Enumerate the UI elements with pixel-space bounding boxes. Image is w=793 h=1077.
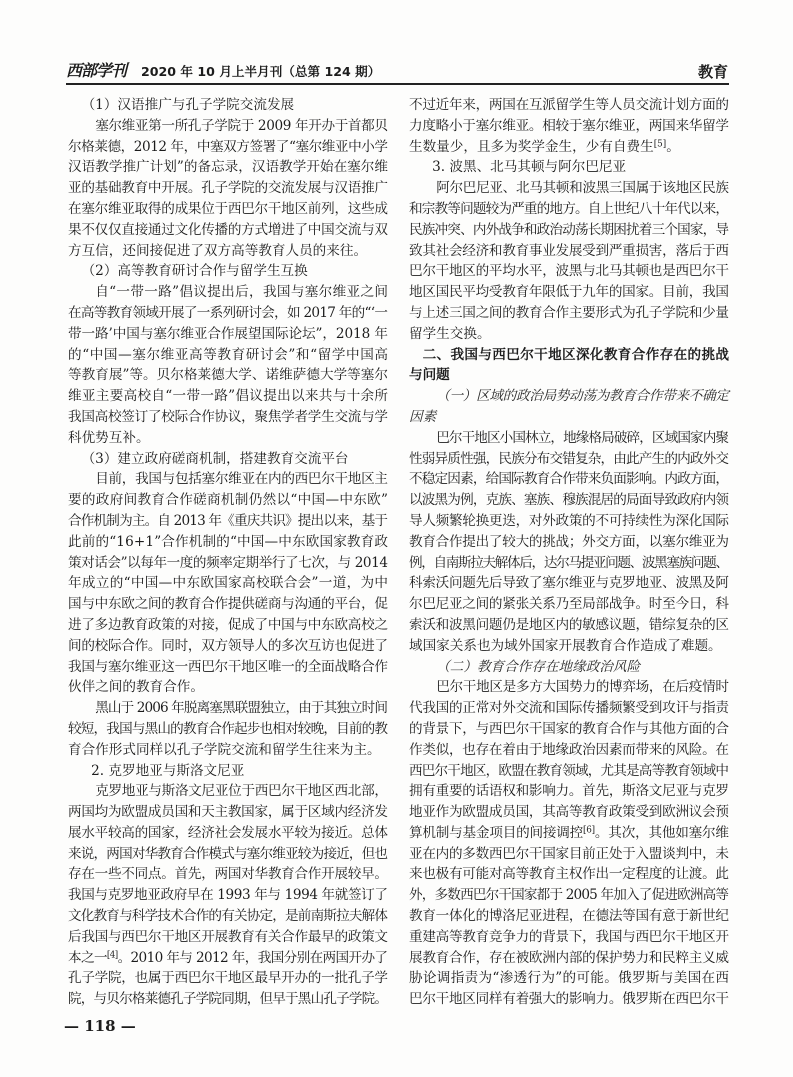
- subsection-heading: [409, 657, 729, 678]
- text-line: [68, 719, 388, 740]
- line-text: 较短，我国与黑山的教育合作起步也相对较晚，目前的教: [68, 720, 388, 737]
- line-text: 巴尔干地区的平均水平，波黑与北马其顿也是西巴尔干: [409, 263, 729, 280]
- text-line: [68, 178, 388, 199]
- text-line: [68, 220, 388, 241]
- text-line: [68, 490, 388, 511]
- text-line: [409, 844, 729, 865]
- line-text: 进了多边教育政策的对接，促成了中国与中东欧高校之: [68, 616, 388, 633]
- line-text: （2）高等教育研讨合作与留学生互换: [81, 263, 308, 280]
- line-text: 和宗教等问题较为严重的地方。自上世纪八十年代以来，: [409, 200, 729, 217]
- line-text: 来说，两国对华教育合作模式与塞尔维亚较为接近，但也: [68, 845, 388, 862]
- line-text: （一）区域的政治局势动荡为教育合作带来不确定: [436, 388, 729, 405]
- page-number: — 118 —: [64, 1017, 136, 1035]
- text-line: [68, 615, 388, 636]
- text-line: [409, 989, 729, 1010]
- line-text: 的背景下，与西巴尔干国家的教育合作与其他方面的合: [409, 720, 729, 737]
- text-line: [409, 719, 729, 740]
- body-paragraph: [409, 677, 729, 1010]
- text-line: [409, 407, 729, 428]
- line-text: 不过近年来，两国在互派留学生等人员交流计划方面的: [409, 97, 729, 113]
- line-text: 代我国的正常对外交流和国际传播频繁受到攻讦与指责: [409, 700, 729, 717]
- text-line: [68, 241, 388, 262]
- line-text: 巴尔干地区小国林立，地缘格局破碎，区域国家内聚: [436, 429, 729, 446]
- body-paragraph: [68, 781, 388, 1010]
- text-line: [68, 802, 388, 823]
- line-text: 策对话会”以每年一度的频率定期举行了七次，与 2014: [68, 554, 388, 571]
- line-text: 展水平较高的国家，经济社会发展水平较为接近。总体: [68, 824, 388, 841]
- text-line: [68, 864, 388, 885]
- line-text: 巴尔干地区是多方大国势力的博弈场，在后疫情时: [436, 679, 729, 696]
- line-text: 间的校际合作。同时，双方领导人的多次互访也促进了: [68, 637, 388, 654]
- line-text: 民族冲突、内外战争和政治动荡长期困扰着三个国家，导: [409, 221, 729, 238]
- line-text: 克罗地亚与斯洛文尼亚位于西巴尔干地区西北部，: [95, 783, 388, 800]
- body-paragraph: [68, 469, 388, 698]
- line-text: 性弱异质性强，民族分布交错复杂，由此产生的内政外交: [409, 450, 729, 467]
- text-line: [68, 677, 388, 698]
- line-text: 我国与克罗地亚政府早在 1993 年与 1994 年就签订了: [68, 887, 388, 904]
- text-line: [409, 677, 729, 698]
- line-text: 力度略小于塞尔维亚。相较于塞尔维亚，两国来华留学: [409, 117, 729, 134]
- line-text: （1）汉语推广与孔子学院交流发展: [81, 97, 295, 113]
- text-line: [409, 636, 729, 657]
- text-line: [68, 740, 388, 761]
- text-line: [68, 386, 388, 407]
- text-line: [409, 615, 729, 636]
- text-line: [409, 324, 729, 345]
- text-line: [409, 511, 729, 532]
- text-line: [409, 261, 729, 282]
- text-line: [68, 781, 388, 802]
- line-text: 拥有重要的话语权和影响力。首先，斯洛文尼亚与克罗: [409, 783, 729, 800]
- text-line: [409, 864, 729, 885]
- line-text: 索沃和波黑问题仍是地区内的敏感议题，错综复杂的区: [409, 616, 729, 633]
- line-text: 3. 波黑、北马其顿与阿尔巴尼亚: [432, 159, 627, 176]
- line-text: 科索沃问题先后导致了塞尔维亚与克罗地亚、波黑及阿: [409, 575, 729, 592]
- text-line: [409, 469, 729, 490]
- text-line: [409, 781, 729, 802]
- text-line: [409, 802, 729, 823]
- subheading: [68, 95, 388, 116]
- line-text: 此前的“16+1”合作机制的“中国—中东欧国家教育政: [68, 533, 389, 550]
- text-line: [68, 948, 388, 969]
- line-text: 2. 克罗地亚与斯洛文尼亚: [91, 762, 245, 779]
- line-text: 地区国民平均受教育年限低于九年的国家。目前，我国: [409, 284, 729, 301]
- text-line: [409, 241, 729, 262]
- text-line: [409, 657, 729, 678]
- text-line: [68, 261, 388, 282]
- line-text: 算机制与基金项目的间接调控[6]。其次，其他如塞尔维: [409, 824, 729, 841]
- line-text: 例，自南斯拉夫解体后，达尔马提亚问题、波黑塞族问题、: [409, 554, 728, 571]
- text-line: [68, 553, 388, 574]
- text-line: [409, 761, 729, 782]
- line-text: 在塞尔维亚取得的成果位于西巴尔干地区前列，这些成: [68, 200, 388, 217]
- text-line: [409, 594, 729, 615]
- line-text: 以波黑为例，克族、塞族、穆族混居的局面导致政府内领: [409, 492, 729, 509]
- line-text: 国与中东欧之间的教育合作提供磋商与沟通的平台，促: [68, 596, 388, 613]
- line-text: 年成立的“中国—中东欧国家高校联合会”一道，为中: [68, 575, 389, 592]
- line-text: 西巴尔干地区，欧盟在教育领域，尤其是高等教育领域中: [409, 762, 729, 779]
- line-text: 作类似，也存在着由于地缘政治因素而带来的风险。在: [409, 741, 729, 758]
- text-line: [409, 698, 729, 719]
- text-line: [68, 989, 388, 1010]
- header-rule: [66, 83, 729, 85]
- line-text: 院，与贝尔格莱德孔子学院同期，但早于黑山孔子学院。: [68, 991, 388, 1008]
- line-text: 育合作形式同样以孔子学院交流和留学生往来为主。: [68, 741, 381, 758]
- line-text: 致其社会经济和教育事业发展受到严重损害，落后于西: [409, 242, 729, 259]
- text-line: [409, 428, 729, 449]
- line-text: 存在一些不同点。首先，两国对华教育合作开展较早。: [68, 866, 388, 883]
- line-text: 尔巴尼亚之间的紧张关系乃至局部战争。时至今日，科: [409, 596, 729, 613]
- line-text: 教育一体化的博洛尼亚进程，在德法等国有意于新世纪: [409, 908, 729, 925]
- line-text: （3）建立政府磋商机制，搭建教育交流平台: [81, 450, 349, 467]
- line-text: 外，多数西巴尔干国家都于 2005 年加入了促进欧洲高等: [409, 887, 729, 904]
- subheading: [68, 449, 388, 470]
- text-line: [68, 573, 388, 594]
- line-text: 生数量少，且多为奖学金生，少有自费生[5]。: [409, 138, 680, 155]
- line-text: 我国高校签订了校际合作协议，聚焦学者学生交流与学: [68, 408, 388, 425]
- line-text: 域国家关系也为域外国家开展教育合作造成了难题。: [409, 637, 722, 654]
- text-line: [68, 199, 388, 220]
- left-column: [68, 95, 388, 1010]
- line-text: 要的政府间教育合作磋商机制仍然以“中国—中东欧”: [68, 492, 389, 509]
- line-text: 胁论调指责为“渗透行为”的可能。俄罗斯与美国在西: [409, 970, 730, 987]
- text-line: [409, 386, 729, 407]
- text-line: [68, 407, 388, 428]
- text-line: [68, 449, 388, 470]
- text-line: [409, 116, 729, 137]
- line-text: 本之一[4]。2010 年与 2012 年，我国分别在两国开办了: [68, 949, 388, 966]
- line-text: 的“中国—塞尔维亚高等教育研讨会”和“留学中国高: [68, 346, 389, 363]
- line-text: 方互信，还间接促进了双方高等教育人员的来往。: [68, 242, 368, 259]
- subheading: [68, 261, 388, 282]
- text-line: [409, 282, 729, 303]
- text-line: [409, 553, 729, 574]
- line-text: 导人频繁轮换更迭，对外政策的不可持续性为深化国际: [409, 512, 729, 529]
- line-text: 维亚主要高校自“一带一路”倡议提出以来共与十余所: [68, 388, 389, 405]
- line-text: 地亚作为欧盟成员国，其高等教育政策受到欧洲议会预: [409, 804, 729, 821]
- text-line: [409, 303, 729, 324]
- line-text: 目前，我国与包括塞尔维亚在内的西巴尔干地区主: [95, 471, 388, 488]
- line-text: 黑山于 2006 年脱离塞黑联盟独立，由于其独立时间: [95, 700, 388, 717]
- text-line: [409, 823, 729, 844]
- text-line: [68, 761, 388, 782]
- line-text: 两国均为欧盟成员国和天主教国家，属于区域内经济发: [68, 804, 388, 821]
- text-line: [68, 157, 388, 178]
- body-paragraph: [68, 116, 388, 262]
- line-text: 教育合作提出了较大的挑战；外交方面，以塞尔维亚为: [409, 533, 729, 550]
- text-line: [68, 303, 388, 324]
- text-line: [409, 906, 729, 927]
- text-line: [409, 490, 729, 511]
- line-text: 果不仅仅直接通过文化传播的方式增进了中国交流与双: [68, 221, 388, 238]
- right-column: [409, 95, 729, 1010]
- text-line: [409, 573, 729, 594]
- line-text: 亚的基础教育中开展。孔子学院的交流发展与汉语推广: [68, 180, 388, 197]
- text-line: [409, 178, 729, 199]
- text-line: [409, 740, 729, 761]
- journal-logo: 西部学刊: [66, 61, 127, 80]
- text-line: [409, 157, 729, 178]
- line-text: 伙伴之间的教育合作。: [68, 679, 204, 696]
- text-line: [68, 532, 388, 553]
- line-text: 我国与塞尔维亚这一西巴尔干地区唯一的全面战略合作: [68, 658, 388, 675]
- text-line: [409, 345, 729, 366]
- text-line: [68, 698, 388, 719]
- section-label: 教育: [697, 63, 728, 81]
- text-line: [68, 95, 388, 116]
- text-line: [68, 823, 388, 844]
- text-line: [409, 885, 729, 906]
- line-text: 带一路’中国与塞尔维亚合作展望国际论坛”，2018 年: [68, 325, 388, 342]
- numbered-heading: [409, 157, 729, 178]
- body-paragraph: [409, 178, 729, 344]
- issue-info: 2020 年 10 月上半月刊（总第 124 期）: [141, 64, 381, 79]
- text-line: [68, 365, 388, 386]
- line-text: 来也极有可能对高等教育主权作出一定程度的让渡。此: [409, 866, 729, 883]
- text-line: [68, 137, 388, 158]
- line-text: 重建高等教育竞争力的背景下，我国与西巴尔干地区开: [409, 928, 729, 945]
- line-text: 阿尔巴尼亚、北马其顿和波黑三国属于该地区民族: [436, 180, 729, 197]
- text-line: [68, 469, 388, 490]
- text-line: [409, 95, 729, 116]
- text-line: [68, 927, 388, 948]
- text-line: [68, 511, 388, 532]
- text-line: [68, 885, 388, 906]
- subsection-heading: [409, 386, 729, 428]
- line-text: 合作机制为主。自 2013 年《重庆共识》提出以来，基于: [68, 512, 388, 529]
- text-line: [409, 220, 729, 241]
- text-line: [68, 844, 388, 865]
- numbered-heading: [68, 761, 388, 782]
- text-line: [409, 948, 729, 969]
- text-line: [68, 116, 388, 137]
- line-text: 展教育合作，存在被欧洲内部的保护势力和民粹主义威: [409, 949, 729, 966]
- text-line: [409, 199, 729, 220]
- line-text: 因素: [409, 408, 437, 425]
- line-text: 文化教育与科学技术合作的有关协定，是前南斯拉夫解体: [68, 908, 388, 925]
- text-line: [409, 137, 729, 158]
- line-text: 科优势互补。: [68, 429, 150, 446]
- text-line: [68, 594, 388, 615]
- body-paragraph: [68, 282, 388, 448]
- text-line: [409, 968, 729, 989]
- line-text: （二）教育合作存在地缘政治风险: [436, 658, 641, 675]
- section-heading: [409, 345, 729, 387]
- line-text: 与问题: [409, 367, 450, 384]
- text-line: [68, 906, 388, 927]
- line-text: 在高等教育领域开展了一系列研讨会，如 2017 年的“‘一: [68, 304, 388, 321]
- line-text: 等教育展”等。贝尔格莱德大学、诺维萨德大学等塞尔: [68, 367, 389, 384]
- text-line: [68, 428, 388, 449]
- text-line: [68, 657, 388, 678]
- line-text: 与上述三国之间的教育合作主要形式为孔子学院和少量: [409, 304, 729, 321]
- body-paragraph: [68, 698, 388, 760]
- body-paragraph: [409, 428, 729, 657]
- text-line: [68, 324, 388, 345]
- text-line: [409, 927, 729, 948]
- text-line: [68, 636, 388, 657]
- text-line: [409, 449, 729, 470]
- text-line: [68, 968, 388, 989]
- line-text: 后我国与西巴尔干地区开展教育有关合作最早的政策文: [68, 928, 388, 945]
- line-text: 汉语教学推广计划”的备忘录，汉语教学开始在塞尔维: [68, 159, 389, 176]
- text-line: [68, 282, 388, 303]
- line-text: 自“一带一路”倡议提出后，我国与塞尔维亚之间: [95, 284, 389, 301]
- line-text: 留学生交换。: [409, 325, 491, 342]
- line-text: 不稳定因素，给国际教育合作带来负面影响。内政方面，: [409, 471, 729, 488]
- text-line: [409, 365, 729, 386]
- text-line: [409, 532, 729, 553]
- body-paragraph: [409, 95, 729, 157]
- line-text: 二、我国与西巴尔干地区深化教育合作存在的挑战: [422, 346, 730, 363]
- line-text: 亚在内的多数西巴尔干国家目前正处于入盟谈判中，未: [409, 845, 729, 862]
- line-text: 塞尔维亚第一所孔子学院于 2009 年开办于首都贝: [95, 117, 388, 134]
- text-line: [68, 345, 388, 366]
- line-text: 孔子学院，也属于西巴尔干地区最早开办的一批孔子学: [68, 970, 388, 987]
- line-text: 巴尔干地区同样有着强大的影响力。俄罗斯在西巴尔干: [409, 991, 729, 1008]
- line-text: 尔格莱德，2012 年，中塞双方签署了“塞尔维亚中小学: [68, 138, 388, 155]
